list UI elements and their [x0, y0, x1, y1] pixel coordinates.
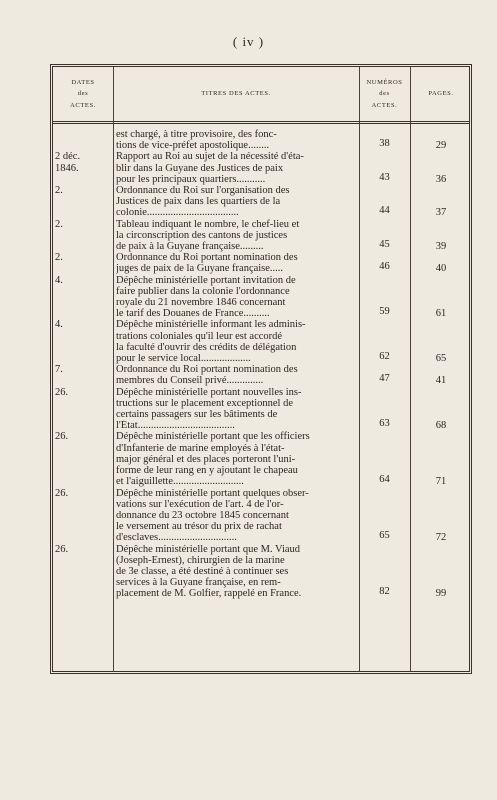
act-title: [116, 319, 355, 364]
table-row: [53, 151, 469, 185]
page-number: ( iv ): [232, 34, 265, 49]
act-number: 47: [379, 373, 390, 385]
act-date: [55, 544, 111, 555]
act-title-line: donnance du 23 octobre 1845 concernant: [116, 509, 289, 521]
table-row: [53, 544, 469, 600]
act-date: [55, 387, 111, 398]
act-title: [116, 431, 355, 487]
act-title-line: certains passagers sur les bâtiments de: [116, 409, 278, 421]
act-title-line: royale du 21 novembre 1846 concernant: [116, 297, 286, 309]
header-dates-line: DATES: [71, 79, 95, 87]
act-page: 71: [435, 476, 447, 488]
act-date: [55, 252, 111, 263]
act-number: 64: [379, 474, 390, 486]
act-title-line: Dépêche ministérielle portant invitation de: [116, 274, 296, 286]
table-row: [53, 364, 469, 386]
header-numeros-line: NUMÉROS: [366, 79, 403, 87]
act-date-line: 26.: [55, 386, 69, 398]
act-date-line: 2.: [55, 185, 63, 197]
act-title-line: juges de paix de la Guyane française.....: [116, 263, 284, 275]
act-title-line: d'esclaves..............................: [116, 532, 237, 544]
act-title-line: Ordonnance du Roi portant nomination des: [116, 364, 298, 376]
act-title: [116, 544, 355, 600]
act-number: 38: [379, 138, 390, 150]
act-title-line: services à la Guyane française, en rem-: [116, 577, 281, 589]
act-title-line: vations sur l'exécution de l'art. 4 de l'or-: [116, 498, 284, 510]
act-title-line: pour le service local...................: [116, 353, 251, 365]
header-divider: [53, 121, 469, 124]
act-date: [55, 488, 111, 499]
act-number: 59: [379, 306, 390, 318]
act-title-line: (Joseph-Ernest), chirurgien de la marine: [116, 554, 285, 566]
act-title: [116, 364, 355, 386]
act-title-line: Ordonnance du Roi sur l'organisation des: [116, 185, 290, 197]
act-title-line: d'Infanterie de marine employés à l'état-: [116, 442, 285, 454]
act-title: [116, 185, 355, 219]
act-title-line: faire publier dans la colonie l'ordonnance: [116, 285, 290, 297]
act-date: [55, 185, 111, 196]
table-row: [53, 319, 469, 364]
table-row: [53, 431, 469, 487]
act-title-line: major général et des places porteront l'uni-: [116, 453, 296, 465]
act-number: 65: [379, 530, 390, 542]
act-title-line: colonie...................................: [116, 207, 239, 219]
act-title: [116, 252, 355, 274]
act-title-line: est chargé, à titre provisoire, des fonc-: [116, 129, 277, 140]
table-row: [53, 129, 469, 151]
act-date-line: 2.: [55, 218, 63, 230]
act-page: 37: [435, 207, 447, 219]
act-number: 62: [379, 351, 390, 363]
act-title: [116, 151, 355, 185]
act-title-line: Dépêche ministérielle portant que les officiers: [116, 431, 310, 443]
act-number: 43: [379, 171, 390, 183]
header-dates-line: des: [77, 90, 89, 98]
act-title: [116, 488, 355, 544]
act-page: 65: [435, 353, 447, 365]
act-date-line: 2.: [55, 252, 63, 264]
act-date: [55, 319, 111, 330]
act-page: 99: [435, 588, 447, 600]
act-title-line: membres du Conseil privé..............: [116, 375, 264, 387]
act-title-line: Dépêche ministérielle portant quelques obser-: [116, 487, 309, 499]
act-title-line: tructions sur le placement exceptionnel de: [116, 397, 293, 409]
act-title: [116, 219, 355, 253]
table-row: [53, 252, 469, 274]
act-title-line: Justices de paix dans les quartiers de la: [116, 196, 281, 208]
act-date-line: 2 déc.: [55, 151, 81, 163]
act-page: 41: [435, 375, 447, 387]
table-row: [53, 275, 469, 320]
act-date-line: 4.: [55, 319, 63, 331]
act-date-line: 7.: [55, 364, 63, 376]
act-page: 40: [435, 263, 447, 275]
header-pages: [410, 67, 472, 121]
act-title-line: de paix à la Guyane française.........: [116, 241, 264, 253]
act-number: 45: [379, 239, 390, 251]
act-number: 44: [379, 205, 390, 217]
act-page: 68: [435, 420, 447, 432]
header-numeros-line: ACTES.: [371, 101, 398, 109]
act-title-line: Tableau indiquant le nombre, le chef-lieu et: [116, 218, 300, 230]
act-title-line: trations coloniales qu'il leur est accordé: [116, 330, 283, 342]
act-title-line: placement de M. Golfier, rappelé en France.: [116, 588, 302, 600]
act-title-line: et l'aiguillette...........................: [116, 476, 244, 488]
act-date-line: 26.: [55, 487, 69, 499]
act-page: 36: [435, 173, 447, 185]
act-number: 63: [379, 418, 390, 430]
header-numeros-line: des: [379, 90, 390, 98]
entries-list: [53, 129, 469, 600]
act-date: [55, 275, 111, 286]
act-title-line: Ordonnance du Roi portant nomination des: [116, 252, 298, 264]
act-title: [116, 129, 355, 151]
act-title: [116, 387, 355, 432]
act-page: 72: [435, 532, 447, 544]
table-row: [53, 387, 469, 432]
act-title: [116, 275, 355, 320]
act-title-line: l'État.....................................: [116, 420, 235, 432]
act-date: [55, 431, 111, 442]
act-title-line: la faculté d'ouvrir des crédits de délégation: [116, 341, 297, 353]
act-page: 39: [435, 241, 447, 253]
act-date: [55, 364, 111, 375]
act-title-line: pour les principaux quartiers...........: [116, 173, 266, 185]
act-title-line: blir dans la Guyane des Justices de paix: [116, 162, 284, 174]
act-title-line: Dépêche ministérielle portant que M. Viaud: [116, 543, 301, 555]
act-title-line: le versement au trésor du prix de rachat: [116, 521, 282, 533]
act-page: 61: [435, 308, 447, 320]
act-title-line: le tarif des Douanes de France..........: [116, 308, 270, 320]
act-title-line: de 3e classe, a été destiné à continuer ses: [116, 565, 289, 577]
act-number: 82: [379, 586, 390, 598]
table-of-acts: [50, 64, 472, 674]
header-titres: [113, 67, 359, 121]
act-page: 29: [435, 140, 447, 152]
act-title-line: forme de leur rang en y ajoutant le chapeau: [116, 465, 298, 477]
act-title-line: Dépêche ministérielle informant les adminis-: [116, 319, 306, 331]
act-date: [55, 219, 111, 230]
header-numeros: [359, 67, 410, 121]
act-date-line: 26.: [55, 543, 69, 555]
header-pages-label: PAGES.: [428, 90, 454, 98]
header-dates-line: ACTES.: [70, 101, 96, 109]
act-date-line: 1846.: [55, 162, 79, 174]
act-title-line: tions de vice-préfet apostolique........: [116, 140, 270, 152]
table-row: [53, 185, 469, 219]
table-row: [53, 488, 469, 544]
table-row: [53, 219, 469, 253]
act-title-line: Dépêche ministérielle portant nouvelles ins-: [116, 386, 302, 398]
act-title-line: la circonscription des cantons de justices: [116, 229, 288, 241]
act-date: [55, 151, 111, 173]
header-dates: [53, 67, 113, 121]
act-number: 46: [379, 261, 390, 273]
act-date-line: 26.: [55, 431, 69, 443]
act-date-line: 4.: [55, 274, 63, 286]
header-titres-label: TITRES DES ACTES.: [201, 90, 271, 98]
act-title-line: Rapport au Roi au sujet de la nécessité d'éta-: [116, 151, 304, 163]
